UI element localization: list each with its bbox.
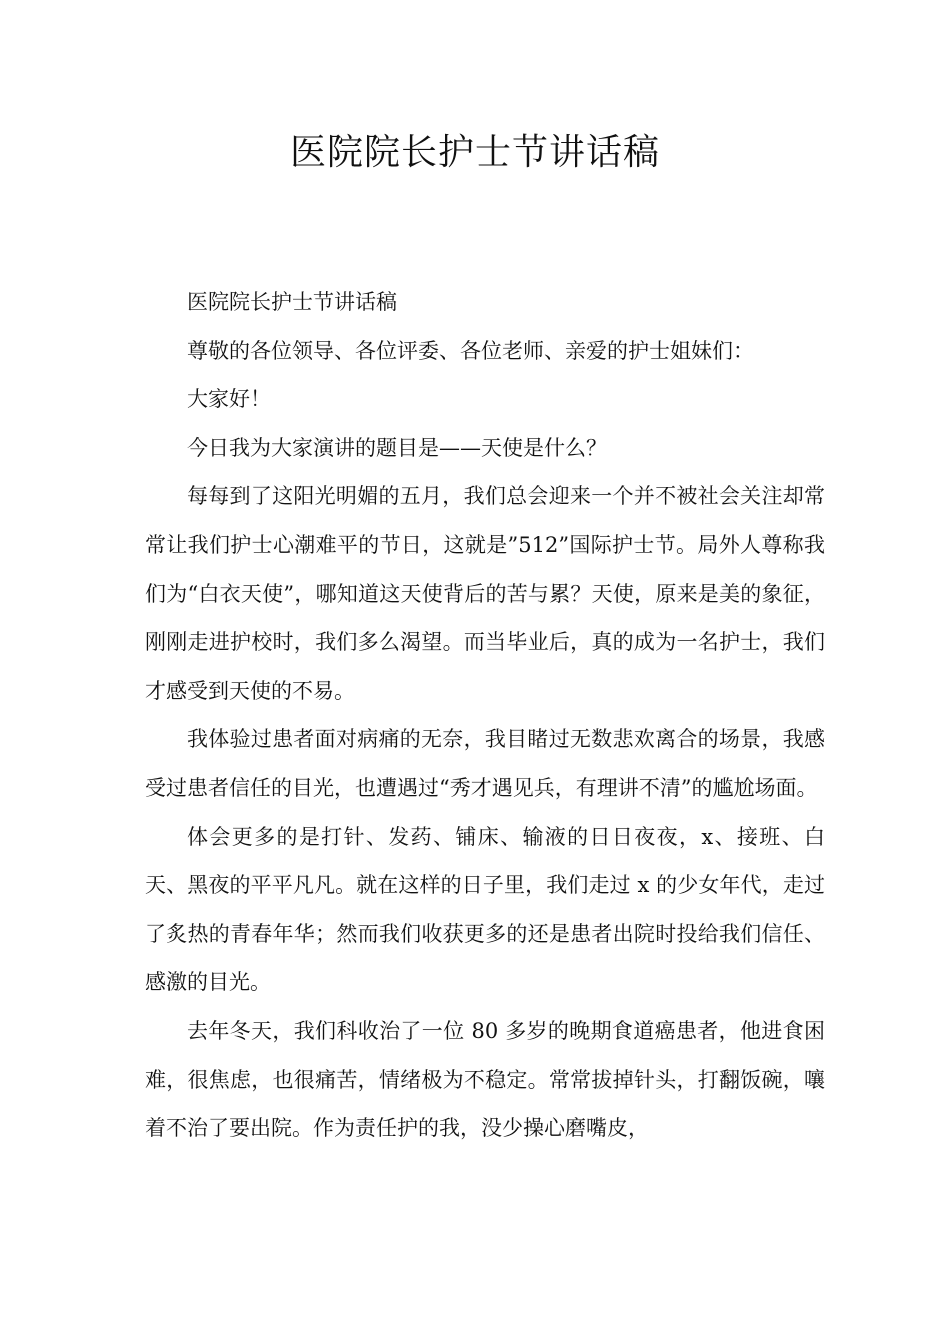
paragraph: 每每到了这阳光明媚的五月，我们总会迎来一个并不被社会关注却常常让我们护士心潮难平的节日，这就是”512”国际护士节。局外人尊称我们为“白衣天使”，哪知道这天使背后的苦与累？天使，原来是美的象征，刚刚走进护校时，我们多么渴望。而当毕业后，真的成为一名护士，我们才感受到天使的不易。	[145, 484, 825, 703]
paragraph: 我体验过患者面对病痛的无奈，我目睹过无数悲欢离合的场景，我感受过患者信任的目光，也遭遇过“秀才遇见兵，有理讲不清”的尴尬场面。	[145, 727, 825, 800]
document-body	[145, 278, 825, 1153]
paragraph-greeting: 大家好！	[187, 387, 271, 412]
paragraph: 体会更多的是打针、发药、铺床、输液的日日夜夜，x、接班、白天、黑夜的平平凡凡。就在这样的日子里，我们走过 x 的少女年代，走过了炙热的青春年华；然而我们收获更多的还是患者出院时投给我们信任、感激的目光。	[145, 824, 825, 995]
paragraph-heading: 医院院长护士节讲话稿	[187, 290, 397, 314]
paragraph-salutation: 尊敬的各位领导、各位评委、各位老师、亲爱的护士姐妹们：	[187, 338, 754, 363]
paragraph-topic: 今日我为大家演讲的题目是——天使是什么？	[187, 435, 607, 460]
document-title: 医院院长护士节讲话稿	[289, 132, 660, 173]
paragraph: 去年冬天，我们科收治了一位 80 多岁的晚期食道癌患者，他进食困难，很焦虑，也很痛苦，情绪极为不稳定。常常拔掉针头，打翻饭碗，嚷着不治了要出院。作为责任护的我，没少操心磨嘴皮，	[145, 1018, 825, 1141]
